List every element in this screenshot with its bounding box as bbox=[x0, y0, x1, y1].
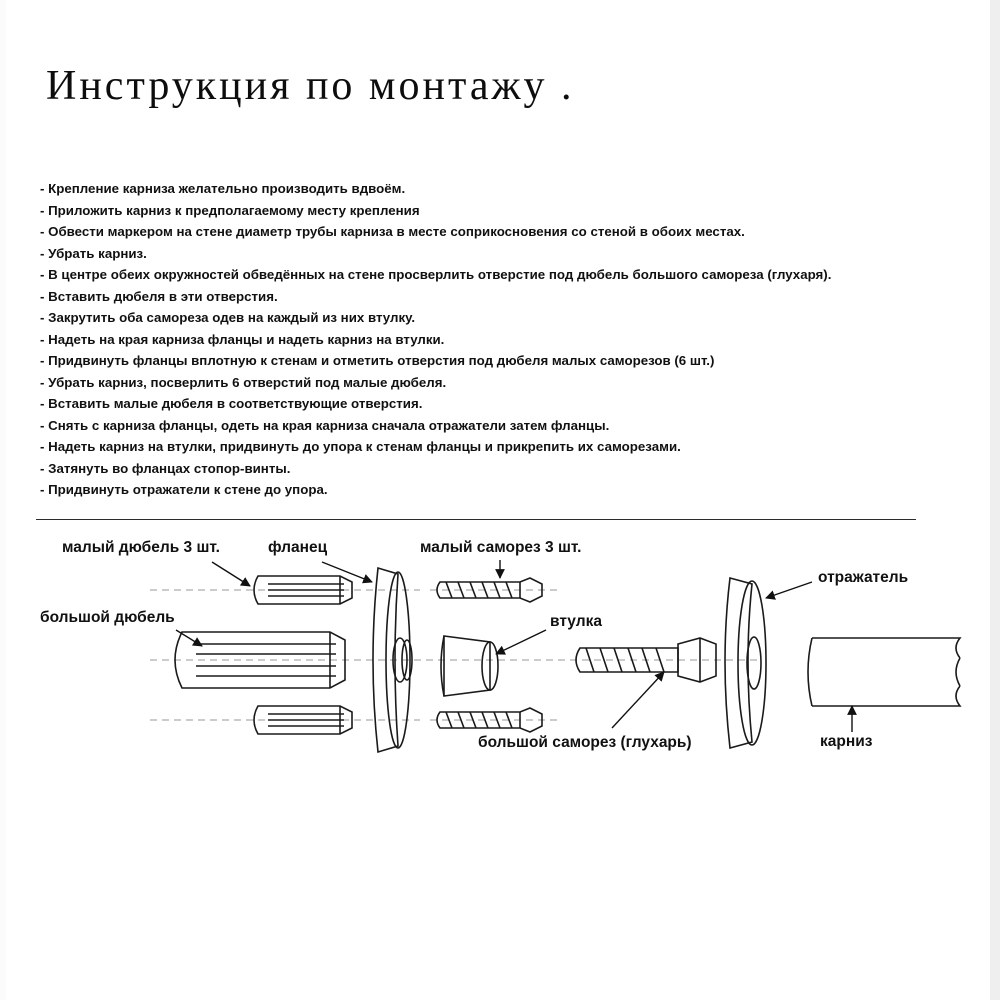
bushing bbox=[441, 636, 498, 696]
list-item: - Вставить дюбеля в эти отверстия. bbox=[40, 288, 278, 304]
list-item: - Придвинуть фланцы вплотную к стенам и отметить отверстия под дюбеля малых саморезов (6 шт.) bbox=[40, 353, 715, 368]
label-big-screw: большой саморез (глухарь) bbox=[478, 734, 692, 751]
scan-edge-left bbox=[0, 0, 6, 1000]
label-big-dowel: большой дюбель bbox=[40, 609, 175, 626]
label-small-dowel: малый дюбель 3 шт. bbox=[62, 539, 220, 556]
label-bushing: втулка bbox=[550, 613, 602, 630]
list-item: - Обвести маркером на стене диаметр трубы карниза в месте соприкосновения со стеной в обоих местах. bbox=[40, 224, 745, 239]
list-item: - Закрутить оба самореза одев на каждый из них втулку. bbox=[40, 310, 416, 325]
list-item: - В центре обеих окружностей обведённых на стене просверлить отверстие под дюбель большого самореза (глухаря). bbox=[40, 267, 832, 282]
assembly-diagram bbox=[0, 520, 1000, 820]
label-small-screw: малый саморез 3 шт. bbox=[420, 539, 582, 556]
list-item: - Вставить малые дюбеля в соответствующие отверстия. bbox=[40, 396, 423, 411]
label-reflector: отражатель bbox=[818, 569, 909, 586]
reflector bbox=[725, 578, 766, 748]
list-item: - Убрать карниз. bbox=[40, 245, 147, 261]
list-item: - Снять с карниза фланцы, одеть на края карниза сначала отражатели затем фланцы. bbox=[40, 417, 610, 433]
small-dowel-top bbox=[254, 576, 352, 604]
list-item: - Затянуть во фланцах стопор-винты. bbox=[40, 460, 291, 476]
label-cornice: карниз bbox=[820, 733, 873, 750]
instruction-steps bbox=[40, 178, 940, 501]
cornice bbox=[808, 638, 960, 706]
page-title: Инструкция по монтажу . bbox=[46, 63, 575, 109]
list-item: - Надеть карниз на втулки, придвинуть до упора к стенам фланцы и прикрепить их саморезами. bbox=[40, 439, 681, 454]
list-item: - Приложить карниз к предполагаемому месту крепления bbox=[40, 202, 420, 218]
list-item: - Убрать карниз, посверлить 6 отверстий под малые дюбеля. bbox=[40, 374, 447, 390]
small-dowel-bottom bbox=[254, 706, 352, 734]
list-item: - Крепление карниза желательно производить вдвоём. bbox=[40, 181, 406, 196]
scan-edge-right bbox=[990, 0, 1000, 1000]
label-flange: фланец bbox=[268, 539, 328, 556]
list-item: - Надеть на края карниза фланцы и надеть карниз на втулки. bbox=[40, 331, 445, 347]
list-item: - Придвинуть отражатели к стене до упора. bbox=[40, 482, 328, 497]
